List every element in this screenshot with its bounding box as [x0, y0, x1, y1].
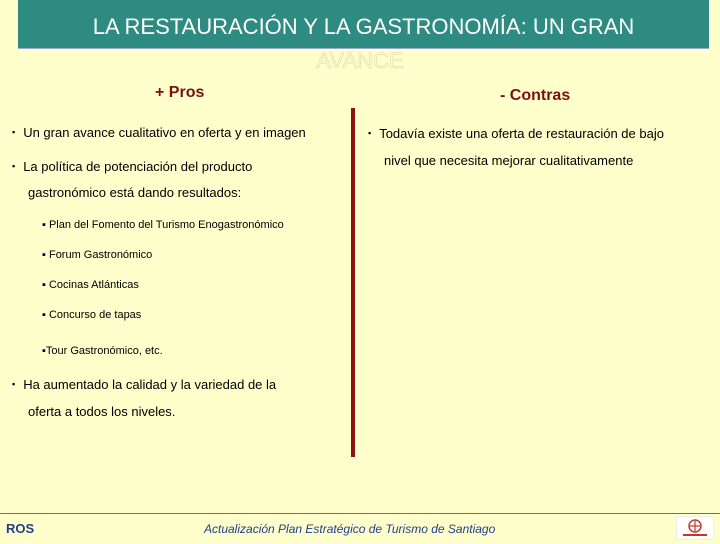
bullet-icon: ▪ — [12, 161, 16, 171]
bullet-icon: ▪ — [42, 249, 49, 261]
pros-item-text: Un gran avance cualitativo en oferta y en imagen — [23, 125, 306, 140]
sub-item — [42, 308, 141, 322]
footer-divider — [0, 513, 720, 514]
slide-title-continuation: AVANCE — [316, 48, 404, 73]
footer-left-label: ROS — [6, 521, 35, 536]
contras-heading: - Contras — [500, 87, 571, 104]
sub-item — [42, 344, 163, 358]
bullet-icon: ▪ — [42, 219, 49, 231]
sub-item-text: Tour Gastronómico, etc. — [45, 345, 163, 357]
pros-item — [12, 376, 276, 393]
footer-logo — [676, 516, 714, 540]
sub-item-text: Plan del Fomento del Turismo Enogastronómico — [48, 219, 284, 231]
title-bar — [18, 0, 709, 49]
contras-item — [368, 125, 664, 142]
slide-title: LA RESTAURACIÓN Y LA GASTRONOMÍA: UN GRAN — [92, 14, 635, 39]
bullet-icon: ▪ — [42, 279, 49, 291]
bullet-icon: ▪ — [42, 345, 46, 357]
sub-item — [42, 248, 152, 262]
sub-item — [42, 218, 284, 232]
bullet-icon: ▪ — [368, 128, 372, 138]
sub-item — [42, 278, 139, 292]
sub-item-text: Concurso de tapas — [48, 309, 142, 321]
bullet-icon: ▪ — [42, 309, 49, 321]
footer-center-label: Actualización Plan Estratégico de Turismo de Santiago — [204, 522, 496, 536]
pros-heading: + Pros — [155, 84, 205, 101]
pros-item-continuation: oferta a todos los niveles. — [28, 404, 176, 419]
pros-item-text: La política de potenciación del producto — [23, 159, 253, 174]
pros-item — [12, 158, 252, 175]
pros-item-continuation: gastronómico está dando resultados: — [28, 185, 242, 200]
pros-item — [12, 124, 306, 141]
logo-icon — [677, 517, 713, 539]
pros-item-text: Ha aumentado la calidad y la variedad de la — [23, 377, 277, 392]
column-divider — [351, 108, 355, 457]
sub-item-text: Forum Gastronómico — [48, 249, 153, 261]
contras-item-text: Todavía existe una oferta de restauración de bajo — [379, 126, 664, 141]
sub-item-text: Cocinas Atlánticas — [48, 279, 139, 291]
contras-item-continuation: nivel que necesita mejorar cualitativamente — [384, 153, 634, 168]
bullet-icon: ▪ — [12, 379, 16, 389]
bullet-icon: ▪ — [12, 127, 16, 137]
